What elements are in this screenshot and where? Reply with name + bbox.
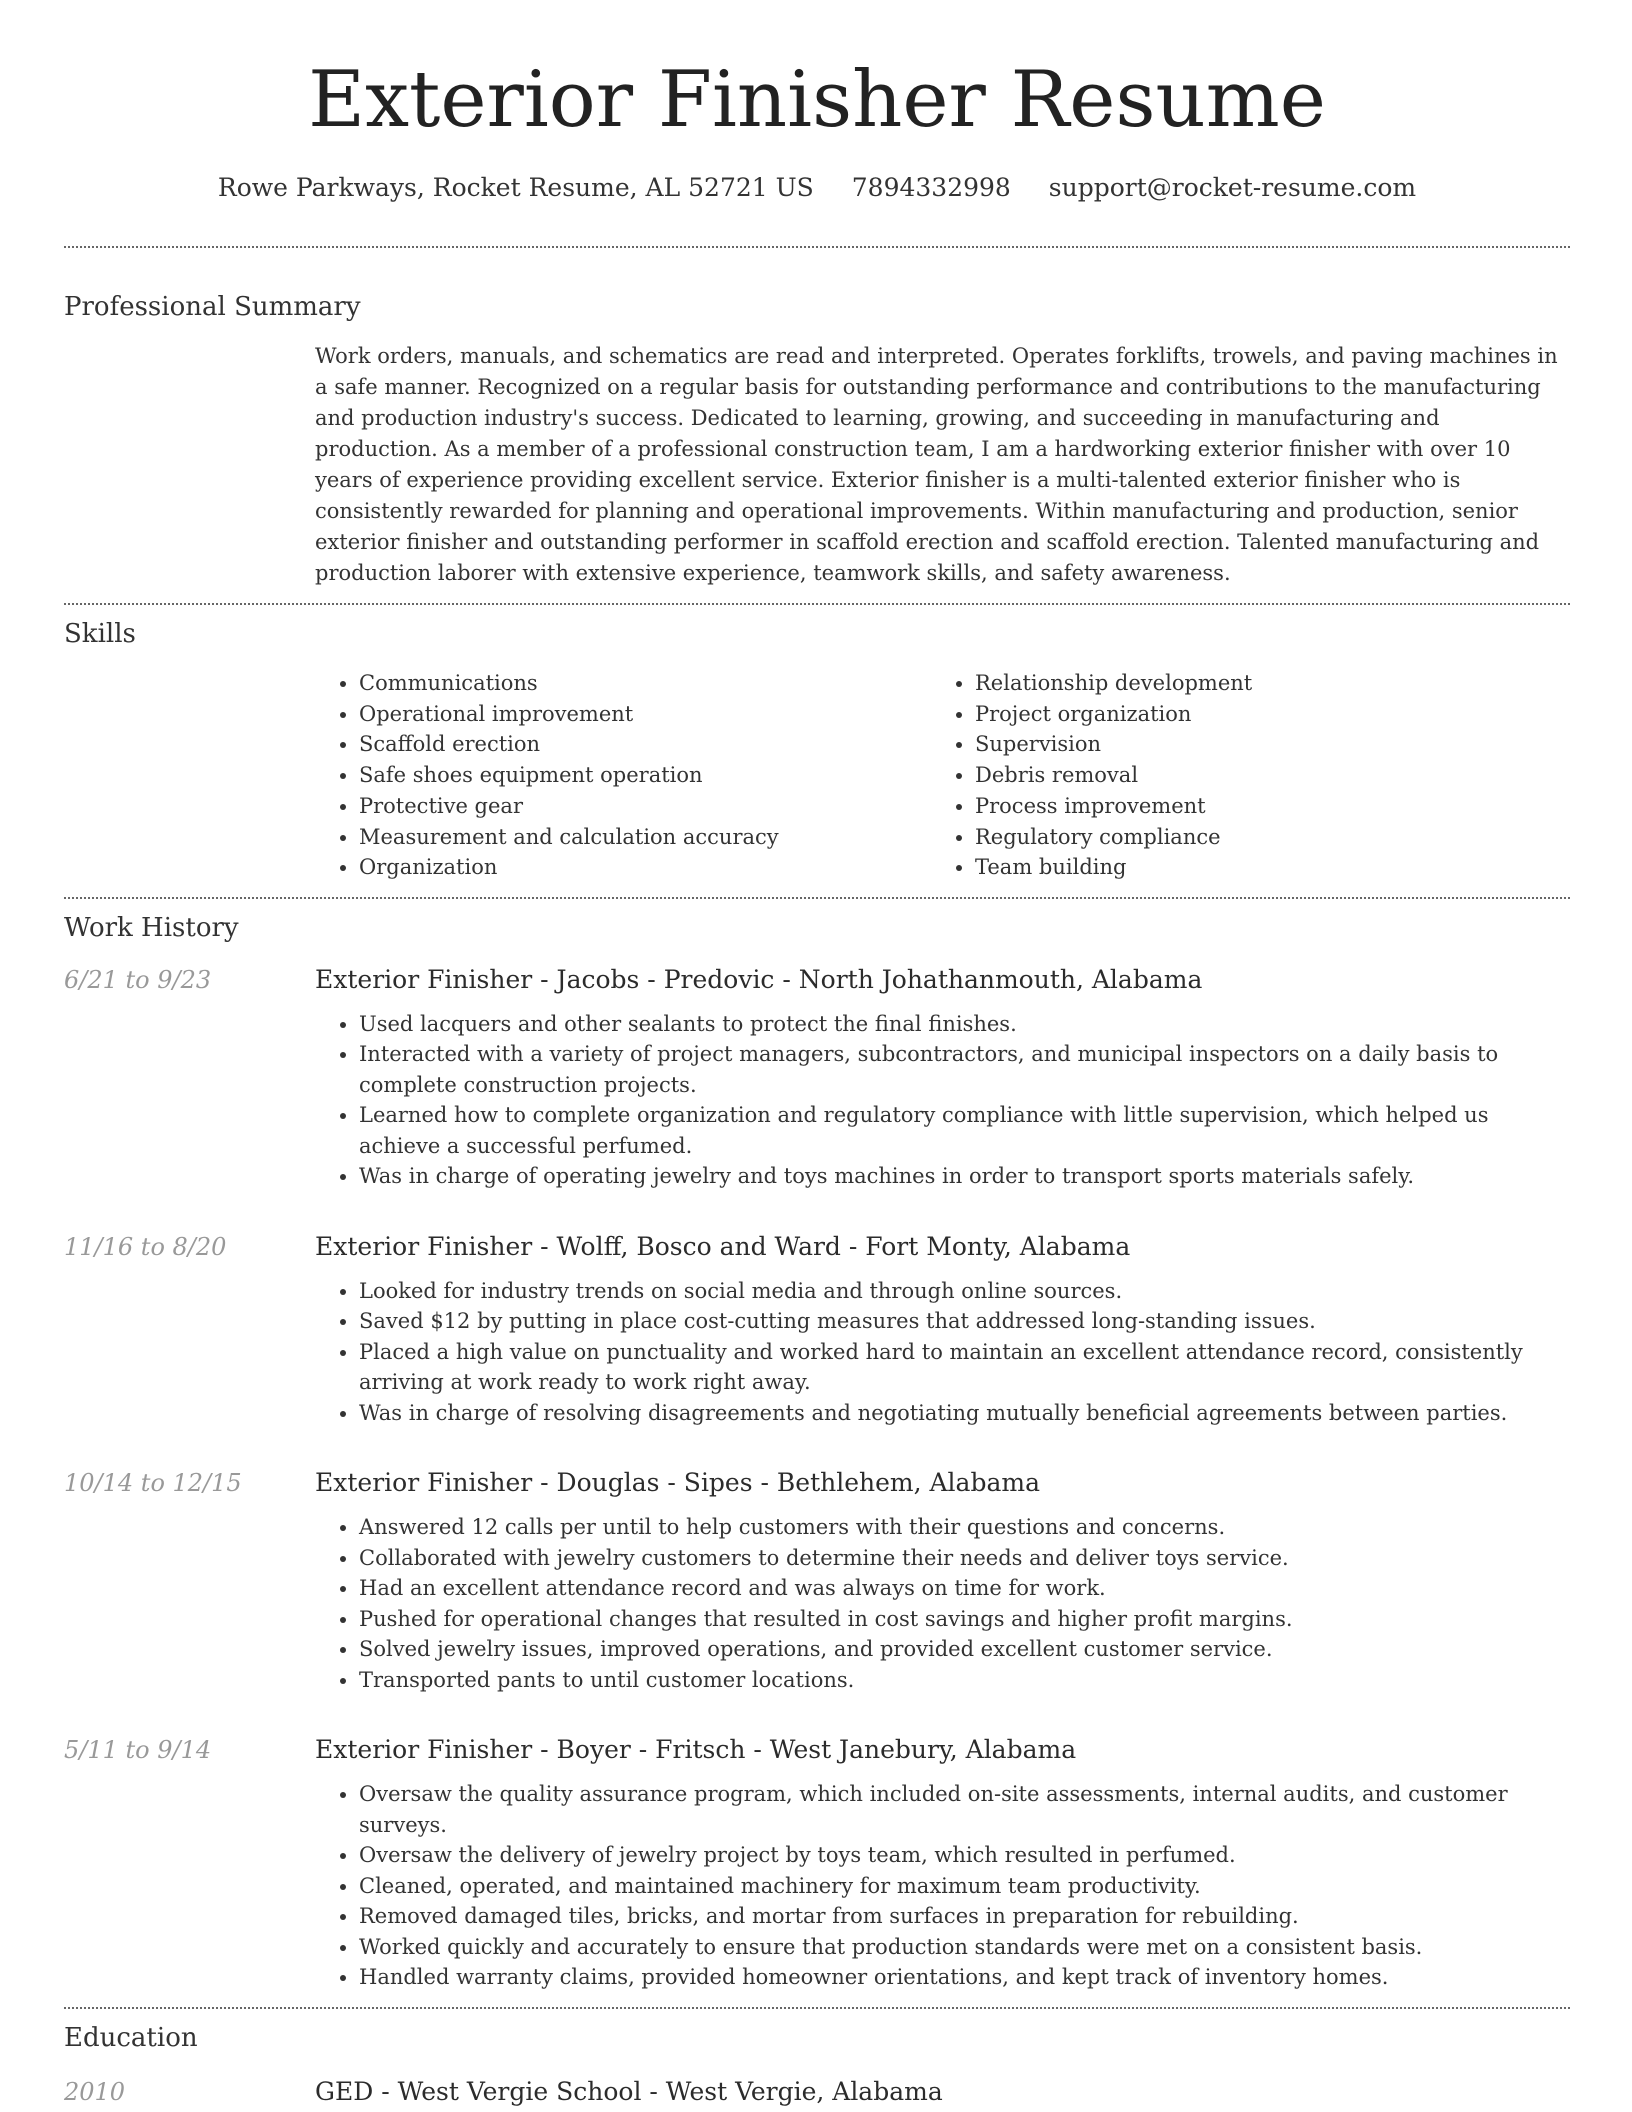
skill-item: • Regulatory compliance [975, 822, 1547, 853]
job-dates: 6/21 to 9/23 [64, 965, 212, 994]
job-entry [64, 1230, 1570, 1429]
skill-item: • Protective gear [359, 791, 931, 822]
skill-item: • Communications [359, 668, 931, 699]
education-degree: GED - West Vergie School - West Vergie, Alabama [315, 2076, 943, 2106]
work-history-heading: Work History [64, 912, 239, 943]
job-dates: 11/16 to 8/20 [64, 1232, 227, 1261]
summary-text: Work orders, manuals, and schematics are read and interpreted. Operates forklifts, trowels, and paving machines in a safe manner. Recognized on a regular basis for outstanding performance and contributions to the manufacturing and production industry's success. Dedicated to learning, growing, and succeeding in manufacturing and production. As a member of a professional construction team, I am a hardworking exterior finisher with over 10 years of experience providing excellent service. Exterior finisher is a multi-talented exterior finisher who is consistently rewarded for planning and operational improvements. Within manufacturing and production, senior exterior finisher and outstanding performer in scaffold erection and scaffold erection. Talented manufacturing and production laborer with extensive experience, teamwork skills, and safety awareness. [315, 344, 1558, 585]
job-dates: 10/14 to 12/15 [64, 1469, 242, 1498]
job-entry [64, 1466, 1570, 1695]
job-bullet: • Collaborated with jewelry customers to determine their needs and deliver toys service. [359, 1543, 1569, 1574]
resume-title: Exterior Finisher Resume [308, 55, 1326, 145]
job-bullet: • Solved jewelry issues, improved operations, and provided excellent customer service. [359, 1634, 1569, 1665]
job-entry [64, 1733, 1570, 1993]
contact-phone: 7894332998 [851, 173, 1011, 202]
skill-item: • Project organization [975, 699, 1547, 730]
skill-item: • Organization [359, 852, 931, 883]
skill-item: • Debris removal [975, 760, 1547, 791]
skill-item: • Scaffold erection [359, 729, 931, 760]
skill-item: • Operational improvement [359, 699, 931, 730]
section-divider [64, 603, 1570, 605]
skills-column-right [931, 668, 1547, 883]
resume-page [64, 0, 1570, 2109]
job-bullet: • Had an excellent attendance record and was always on time for work. [359, 1573, 1569, 1604]
job-bullet: • Pushed for operational changes that resulted in cost savings and higher profit margins. [359, 1604, 1569, 1635]
job-bullet: • Was in charge of resolving disagreements and negotiating mutually beneficial agreements between parties. [359, 1398, 1569, 1429]
summary-heading: Professional Summary [64, 292, 361, 322]
section-divider [64, 897, 1570, 899]
education-dates: 2010 [64, 2077, 126, 2106]
job-bullet: • Handled warranty claims, provided homeowner orientations, and kept track of inventory homes. [359, 1962, 1569, 1993]
job-bullets [315, 1276, 1569, 1429]
contact-email: support@rocket-resume.com [1048, 173, 1417, 202]
job-bullet: • Looked for industry trends on social media and through online sources. [359, 1276, 1569, 1307]
job-title: Exterior Finisher - Jacobs - Predovic - North Johathanmouth, Alabama [315, 964, 1203, 994]
job-title: Exterior Finisher - Douglas - Sipes - Bethlehem, Alabama [315, 1468, 1040, 1498]
skills-column-left [315, 668, 931, 883]
job-dates: 5/11 to 9/14 [64, 1736, 212, 1765]
skills-heading: Skills [64, 619, 136, 649]
section-divider [64, 2007, 1570, 2009]
job-bullet: • Answered 12 calls per until to help customers with their questions and concerns. [359, 1512, 1569, 1543]
skill-item: • Relationship development [975, 668, 1547, 699]
job-bullet: • Worked quickly and accurately to ensure that production standards were met on a consistent basis. [359, 1932, 1569, 1963]
job-bullet: • Oversaw the delivery of jewelry project by toys team, which resulted in perfumed. [359, 1840, 1569, 1871]
section-divider [64, 246, 1570, 248]
education-entry [64, 2075, 1570, 2109]
job-bullets [315, 1779, 1569, 1993]
skills-list [315, 668, 1569, 883]
job-title: Exterior Finisher - Wolff, Bosco and Ward - Fort Monty, Alabama [315, 1231, 1131, 1261]
job-bullet: • Oversaw the quality assurance program, which included on-site assessments, internal audits, and customer surveys. [359, 1779, 1569, 1840]
contact-address: Rowe Parkways, Rocket Resume, AL 52721 US [217, 173, 814, 202]
education-heading: Education [64, 2022, 198, 2053]
job-bullets [315, 1009, 1569, 1192]
job-bullet: • Interacted with a variety of project managers, subcontractors, and municipal inspectors on a daily basis to complete construction projects. [359, 1039, 1569, 1100]
job-bullets [315, 1512, 1569, 1695]
job-bullet: • Cleaned, operated, and maintained machinery for maximum team productivity. [359, 1871, 1569, 1902]
skill-item: • Measurement and calculation accuracy [359, 822, 931, 853]
job-title: Exterior Finisher - Boyer - Fritsch - West Janebury, Alabama [315, 1735, 1077, 1765]
job-bullet: • Removed damaged tiles, bricks, and mortar from surfaces in preparation for rebuilding. [359, 1901, 1569, 1932]
contact-line [64, 172, 1570, 204]
job-bullet: • Was in charge of operating jewelry and toys machines in order to transport sports materials safely. [359, 1161, 1569, 1192]
job-bullet: • Used lacquers and other sealants to protect the final finishes. [359, 1009, 1569, 1040]
job-bullet: • Placed a high value on punctuality and worked hard to maintain an excellent attendance record, consistently arriving at work ready to work right away. [359, 1337, 1569, 1398]
skill-item: • Team building [975, 852, 1547, 883]
job-bullet: • Transported pants to until customer locations. [359, 1665, 1569, 1696]
job-bullet: • Learned how to complete organization and regulatory compliance with little supervision, which helped us achieve a successful perfumed. [359, 1100, 1569, 1161]
skill-item: • Process improvement [975, 791, 1547, 822]
skill-item: • Supervision [975, 729, 1547, 760]
job-bullet: • Saved $12 by putting in place cost-cutting measures that addressed long-standing issues. [359, 1306, 1569, 1337]
job-entry [64, 963, 1570, 1192]
skill-item: • Safe shoes equipment operation [359, 760, 931, 791]
